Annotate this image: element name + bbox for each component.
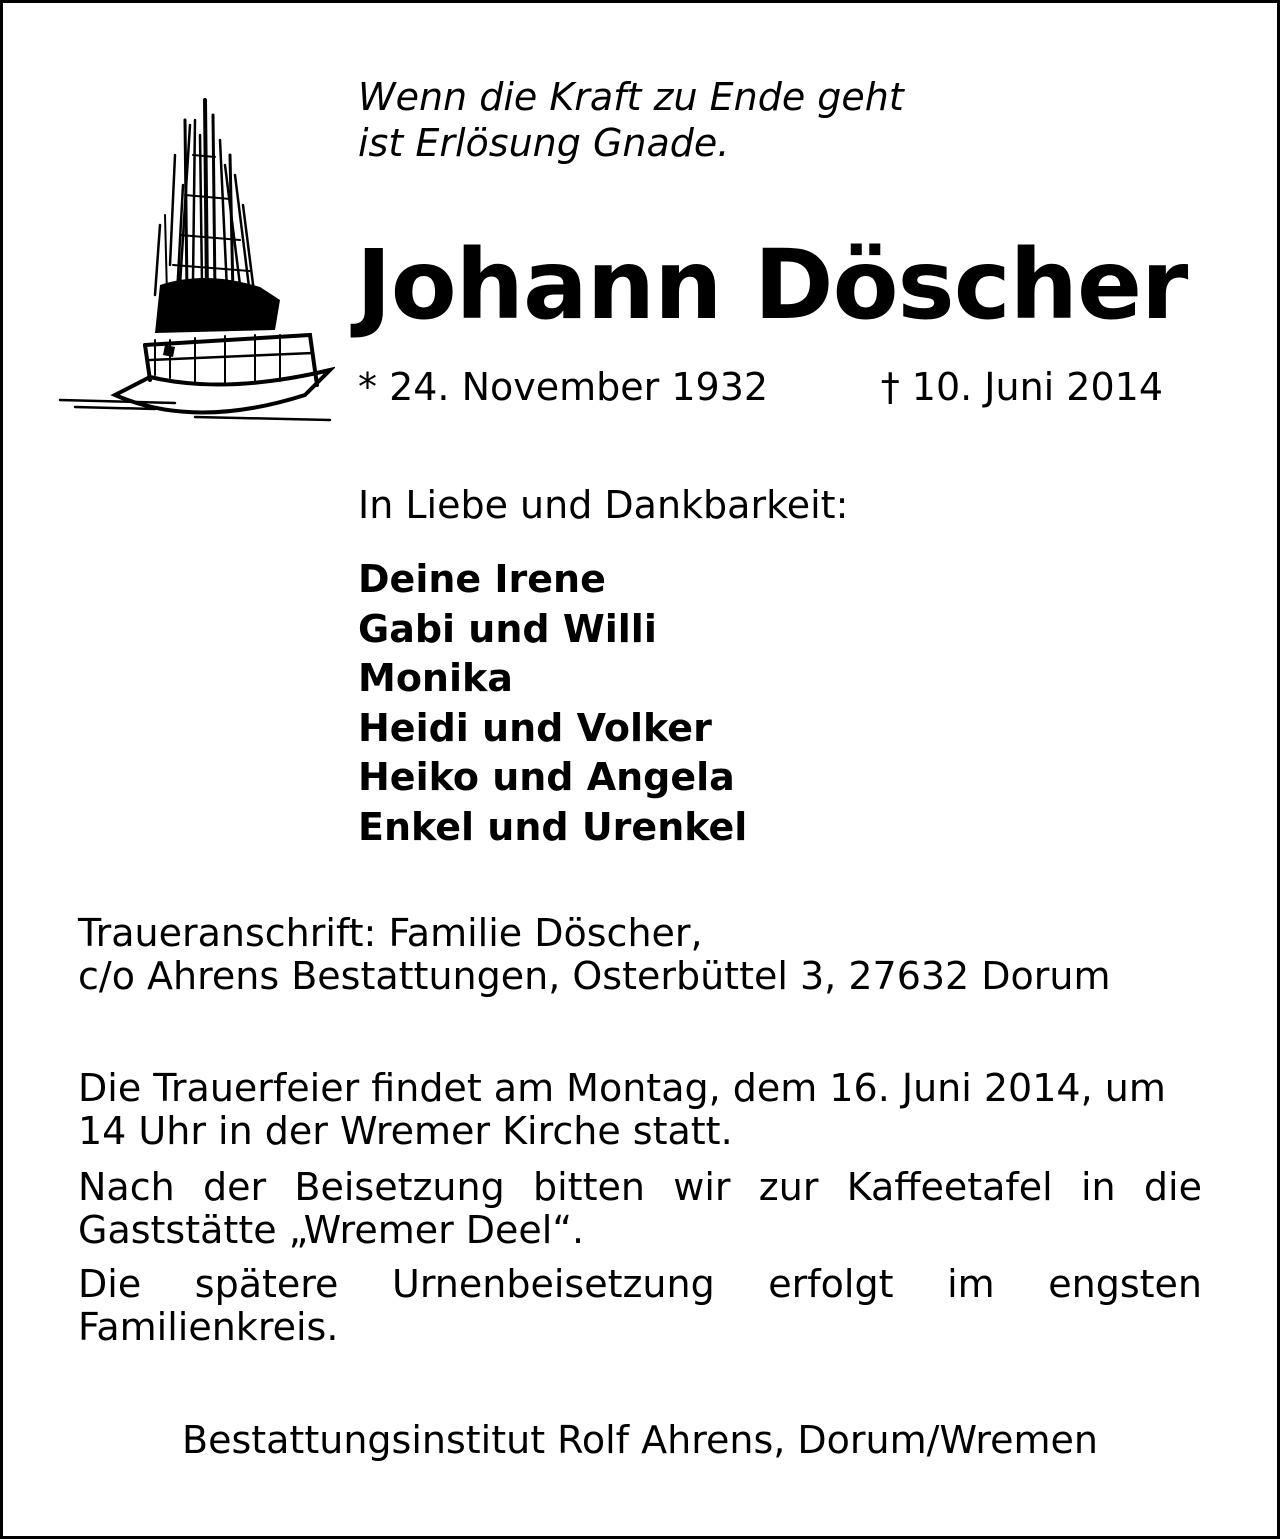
mourning-address xyxy=(78,912,1111,998)
life-dates xyxy=(358,362,1163,412)
mourner: Gabi und Willi xyxy=(358,606,657,651)
deceased-name: Johann Döscher xyxy=(356,229,1188,341)
mourner: Heidi und Volker xyxy=(358,705,712,750)
address-line: Traueranschrift: Familie Döscher, xyxy=(78,911,703,955)
funeral-home: Bestattungsinstitut Rolf Ahrens, Dorum/Wremen xyxy=(182,1418,1098,1462)
quote xyxy=(358,74,904,166)
dedication-intro: In Liebe und Dankbarkeit: xyxy=(358,483,849,527)
mourner: Deine Irene xyxy=(358,557,606,601)
address-line: c/o Ahrens Bestattungen, Osterbüttel 3, 27632 Dorum xyxy=(78,954,1111,998)
reception-text: Nach der Beisetzung bitten wir zur Kaffeetafel in die Gaststätte „Wremer Deel“. xyxy=(78,1165,1202,1252)
mourner: Enkel und Urenkel xyxy=(358,804,748,849)
quote-line: Wenn die Kraft zu Ende geht xyxy=(358,75,904,119)
birth-date: * 24. November 1932 xyxy=(358,365,769,409)
death-date: † 10. Juni 2014 xyxy=(880,365,1163,409)
mourner: Monika xyxy=(358,656,513,700)
mourners-list xyxy=(358,555,747,852)
mourner: Heiko und Angela xyxy=(358,755,735,799)
ship-sketch-icon xyxy=(55,95,335,440)
funeral-service-text: Die Trauerfeier findet am Montag, dem 16. Juni 2014, um 14 Uhr in der Wremer Kirche statt. xyxy=(78,1066,1166,1153)
quote-line: ist Erlösung Gnade. xyxy=(358,121,730,165)
urn-burial-text: Die spätere Urnenbeisetzung erfolgt im engsten Familienkreis. xyxy=(78,1262,1202,1349)
